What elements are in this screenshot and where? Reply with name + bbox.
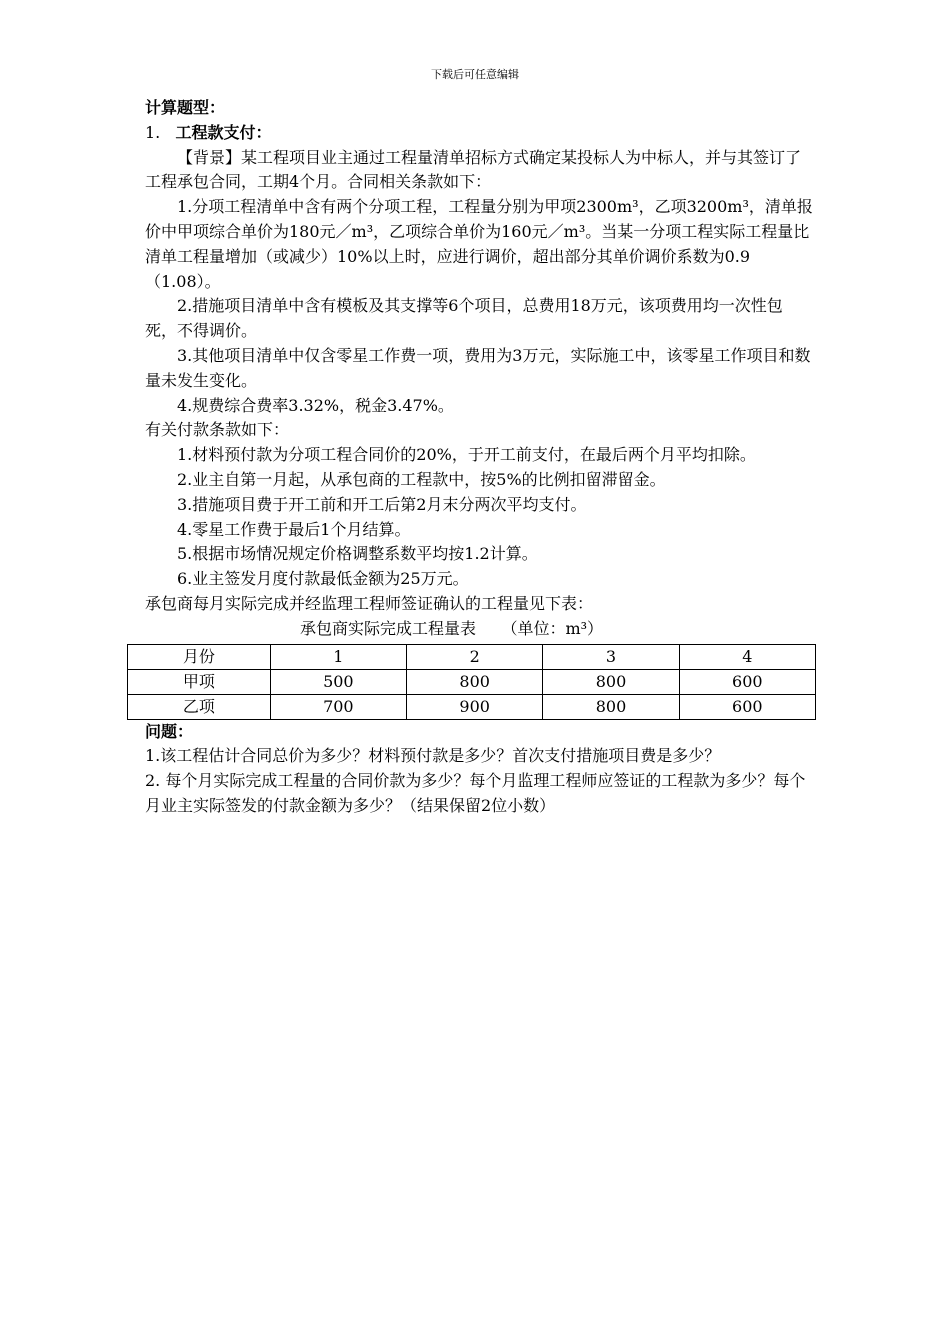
table-caption-line [145,617,813,642]
payment-heading: 有关付款条款如下： [145,420,290,440]
question-item: 1.该工程估计合同总价为多少？材料预付款是多少？首次支付措施项目费是多少？ [145,746,721,766]
table-cell: 800 [543,694,679,719]
item-title-number: 1. [145,122,161,142]
contract-clause: 2.措施项目清单中含有模板及其支撑等6个项目，总费用18万元，该项费用均一次性包死，不得调价。 [145,296,783,341]
payment-clause: 6.业主签发月度付款最低金额为25万元。 [177,569,469,589]
payment-clause: 2.业主自第一月起，从承包商的工程款中，按5%的比例扣留滞留金。 [177,469,666,489]
quantity-table [127,644,816,720]
header-note: 下载后可任意编辑 [431,68,519,81]
document-body [145,96,813,819]
table-header-cell: 2 [407,644,543,669]
table-cell: 600 [679,669,815,694]
table-unit: （单位：m³） [501,618,604,638]
table-header-row [128,644,816,669]
payment-clause: 5.根据市场情况规定价格调整系数平均按1.2计算。 [177,544,538,564]
contract-clause: 1.分项工程清单中含有两个分项工程，工程量分别为甲项2300m³，乙项3200m³，清单报价中甲项综合单价为180元／m³，乙项综合单价为160元／m³。当某一分项工程实际工程量比清单工程量增加（或减少）10%以上时，应进行调价，超出部分其单价调价系数为0.9（1.08）。 [145,197,813,291]
table-cell: 900 [407,694,543,719]
table-cell: 800 [543,669,679,694]
item-title-line [145,121,813,146]
table-header-cell: 月份 [128,644,271,669]
table-row [128,669,816,694]
table-cell: 500 [270,669,406,694]
background-paragraph [145,146,813,196]
contract-clause: 3.其他项目清单中仅含零星工作费一项，费用为3万元，实际施工中，该零星工作项目和数量未发生变化。 [145,345,811,390]
table-header-cell: 4 [679,644,815,669]
background-text: 某工程项目业主通过工程量清单招标方式确定某投标人为中标人，并与其签订了工程承包合同，工期4个月。合同相关条款如下： [145,147,802,192]
table-cell: 700 [270,694,406,719]
questions-heading: 问题： [145,721,194,741]
table-row [128,694,816,719]
item-title: 工程款支付： [175,122,272,142]
table-header-cell: 3 [543,644,679,669]
table-caption: 承包商实际完成工程量表 [300,618,477,638]
background-label: 【背景】 [177,147,242,167]
payment-clause: 1.材料预付款为分项工程合同价的20%，于开工前支付，在最后两个月平均扣除。 [177,445,756,465]
table-cell: 甲项 [128,669,271,694]
payment-clause: 3.措施项目费于开工前和开工后第2月末分两次平均支付。 [177,494,587,514]
question-item: 2. 每个月实际完成工程量的合同价款为多少？每个月监理工程师应签证的工程款为多少？每个月业主实际签发的付款金额为多少？（结果保留2位小数） [145,771,806,815]
table-header-cell: 1 [270,644,406,669]
contract-clause: 4.规费综合费率3.32%，税金3.47%。 [177,395,454,415]
payment-clause: 4.零星工作费于最后1个月结算。 [177,519,411,539]
table-intro: 承包商每月实际完成并经监理工程师签证确认的工程量见下表： [145,593,594,613]
table-cell: 600 [679,694,815,719]
table-cell: 800 [407,669,543,694]
table-cell: 乙项 [128,694,271,719]
section-title: 计算题型： [145,98,226,117]
